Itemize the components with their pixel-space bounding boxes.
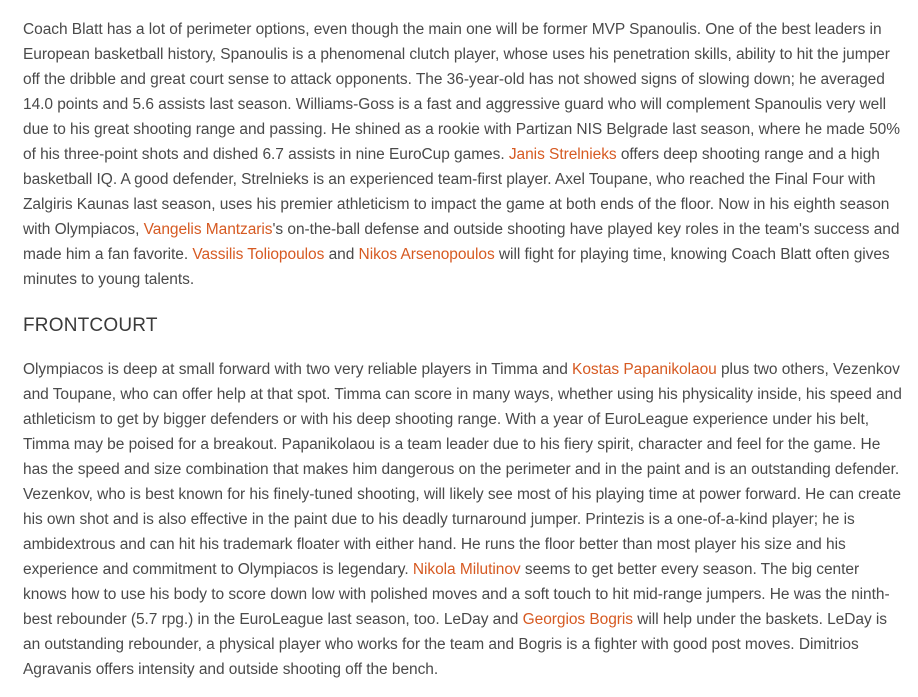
player-link-kostas-papanikolaou[interactable]: Kostas Papanikolaou [572, 361, 717, 378]
section-heading-frontcourt: FRONTCOURT [23, 315, 158, 336]
paragraph-text: Olympiacos is deep at small forward with two very reliable players in Timma and [23, 361, 573, 378]
paragraph-text: seems to get better every season. The big center knows how to use his body to score down low with polished moves and a soft touch to hit mid-range jumpers. He was the ninth-best rebounder (5.7 rpg.) in the EuroLeague last season, too. LeDay and [23, 561, 890, 628]
paragraph-text: will help under the baskets. LeDay is an outstanding rebounder, a physical player who works for the team and Bogris is a fighter with good post moves. Dimitrios Agravanis offers intensity and outside shooting off the bench. [23, 611, 888, 678]
player-link-janis-strelnieks[interactable]: Janis Strelnieks [508, 146, 617, 163]
paragraph-text: will fight for playing time, knowing Coach Blatt often gives minutes to young talents. [23, 246, 890, 288]
paragraph-text: plus two others, Vezenkov and Toupane, who can offer help at that spot. Timma can score in many ways, whether using his physicality inside, his speed and athleticism to get by bigger defenders or with his deep shooting range. With a year of EuroLeague experience under his belt, Timma may be poised for a breakout. Papanikolaou is a team leader due to his fiery spirit, character and feel for the game. He has the speed and size combination that makes him dangerous on the perimeter and in the paint and is an outstanding defender. Vezenkov, who is best known for his finely-tuned shooting, will likely see most of his playing time at power forward. He can create his own shot and is also effective in the paint due to his deadly turnaround jumper. Printezis is a one-of-a-kind player; he is ambidextrous and can hit his trademark floater with either hand. He runs the floor better than most player his size and his experience and commitment to Olympiacos is legendary. [23, 361, 902, 578]
paragraph-text: 's on-the-ball defense and outside shooting have played key roles in the team's success and made him a fan favorite. [23, 221, 900, 263]
player-link-vassilis-toliopoulos[interactable]: Vassilis Toliopoulos [192, 246, 325, 263]
player-link-nikola-milutinov[interactable]: Nikola Milutinov [412, 561, 521, 578]
backcourt-paragraph [23, 17, 902, 292]
paragraph-text: and [324, 246, 359, 263]
frontcourt-paragraph [23, 357, 902, 682]
paragraph-text: Coach Blatt has a lot of perimeter options, even though the main one will be former MVP Spanoulis. One of the best leaders in European basketball history, Spanoulis is a phenomenal clutch player, whose uses his penetration skills, ability to hit the jumper off the dribble and great court sense to attack opponents. The 36-year-old has not showed signs of slowing down; he averaged 14.0 points and 5.6 assists last season. Williams-Goss is a fast and aggressive guard who will complement Spanoulis very well due to his great shooting range and passing. He shined as a rookie with Partizan NIS Belgrade last season, where he made 50% of his three-point shots and dished 6.7 assists in nine EuroCup games. [23, 21, 900, 163]
player-link-georgios-bogris[interactable]: Georgios Bogris [522, 611, 634, 628]
paragraph-text: offers deep shooting range and a high basketball IQ. A good defender, Strelnieks is an experienced team-first player. Axel Toupane, who reached the Final Four with Zalgiris Kaunas last season, uses his premier athleticism to impact the game at both ends of the floor. Now in his eighth season with Olympiacos, [23, 146, 890, 238]
player-link-vangelis-mantzaris[interactable]: Vangelis Mantzaris [143, 221, 273, 238]
player-link-nikos-arsenopoulos[interactable]: Nikos Arsenopoulos [358, 246, 495, 263]
